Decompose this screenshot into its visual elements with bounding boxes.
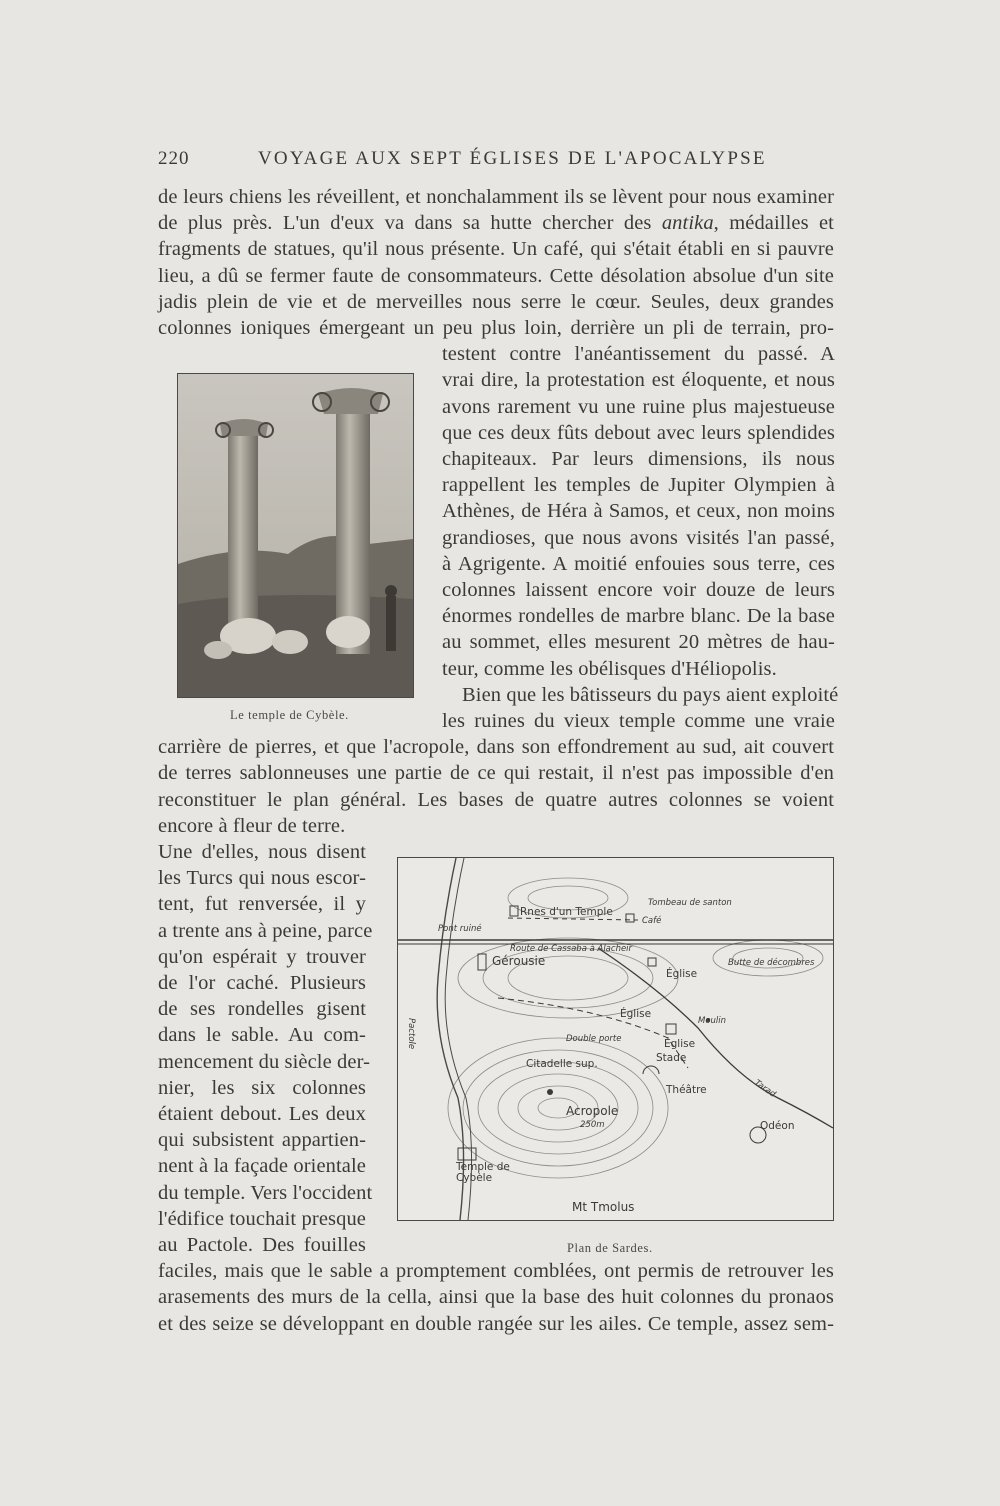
italic-word: antika — [661, 212, 714, 235]
text-line: de terres sablonneuses une partie de ce qui restait, il n'est pas impossible d'en — [158, 762, 834, 785]
map-label-tombeau: Tombeau de santon — [648, 898, 732, 908]
map-label-odeon: Odéon — [760, 1120, 795, 1132]
map-label-route: Route de Cassaba à Alacheir — [510, 944, 633, 954]
text-line: rappellent les temples de Jupiter Olympien à — [442, 474, 835, 497]
text-line: et des seize se développant en double rangée sur les ailes. Ce temple, assez sem- — [158, 1312, 834, 1335]
text-line: à Agrigente. A moitié enfouies sous terre, ces — [442, 552, 835, 575]
map-caption: Plan de Sardes. — [567, 1241, 653, 1255]
text-span: lieu, a dû se fermer faute de consommateurs. Cette désolation absolue d'un site — [158, 264, 834, 287]
text-line: tent, fut renversée, il y — [158, 893, 366, 916]
text-line: que ces deux fûts debout avec leurs splendides — [442, 421, 835, 444]
text-span: , médailles et — [713, 212, 834, 235]
text-line — [158, 210, 834, 236]
text-line: de ses rondelles gisent — [158, 998, 366, 1021]
text-line: mencement du siècle der- — [158, 1050, 371, 1073]
map-label-acropole: Acropole — [566, 1104, 619, 1118]
map-label-eglise-1: Église — [666, 968, 698, 980]
text-span: jadis plein de vie et de merveilles nous serre le cœur. Seules, deux grandes — [158, 290, 834, 313]
text-line: au sommet, elles mesurent 20 mètres de hau- — [442, 631, 835, 654]
text-line: Une d'elles, nous disent — [158, 841, 366, 863]
text-span: de plus près. L'un d'eux va dans sa hutte chercher des — [158, 212, 662, 235]
text-line: l'édifice touchait presque — [158, 1207, 366, 1230]
text-span: de leurs chiens les réveillent, et nonchalamment ils se lèvent pour nous examiner — [158, 186, 834, 208]
text-line — [158, 315, 834, 341]
text-line: qui subsistent appartien- — [158, 1129, 366, 1152]
text-line: reconstituer le plan général. Les bases de quatre autres colonnes se voient — [158, 788, 834, 811]
text-line: encore à fleur de terre. — [158, 814, 346, 837]
text-line: qu'on espérait y trouver — [158, 945, 366, 968]
text-line: les ruines du vieux temple comme une vraie — [442, 710, 835, 732]
map-label-temple-cybele: Temple de Cybèle — [456, 1161, 510, 1184]
text-line: de l'or caché. Plusieurs — [158, 972, 366, 994]
text-line: grandioses, que nous avons visités l'an passé, — [442, 526, 835, 549]
text-line: a trente ans à peine, parce — [158, 919, 373, 942]
text-line: testent contre l'anéantissement du passé. A — [442, 343, 835, 366]
text-line: Bien que les bâtisseurs du pays aient exploité — [462, 683, 839, 706]
text-line: au Pactole. Des fouilles — [158, 1234, 366, 1256]
map-label-eglise-3: Église — [664, 1038, 696, 1050]
text-line: carrière de pierres, et que l'acropole, dans son effondrement au sud, ait couvert — [158, 736, 834, 759]
map-label-pont: Pont ruiné — [438, 924, 482, 934]
text-line: Athènes, de Héra à Samos, et ceux, non moins — [442, 500, 835, 523]
map-label-pactole: Pactole — [406, 1018, 416, 1050]
text-line: nent à la façade orientale — [158, 1155, 366, 1178]
map-label-theatre: Théâtre — [666, 1084, 707, 1096]
text-line — [158, 289, 834, 315]
map-label-tarad: Tarad — [752, 1078, 778, 1100]
page-header — [158, 148, 834, 178]
sardis-map — [397, 857, 834, 1221]
map-label-stade: Stade — [656, 1052, 687, 1064]
text-line: nier, les six colonnes — [158, 1076, 366, 1099]
map-label-temple-ruins: Rnes d'un Temple — [520, 906, 613, 918]
text-line: les Turcs qui nous escor- — [158, 867, 366, 890]
map-label-altitude: 250m — [580, 1120, 605, 1130]
temple-photo — [177, 373, 414, 698]
text-line: dans le sable. Au com- — [158, 1024, 366, 1047]
text-line: faciles, mais que le sable a promptement comblées, ont permis de retrouver les — [158, 1260, 834, 1283]
map-label-butte: Butte de décombres — [728, 958, 815, 968]
running-title: VOYAGE AUX SEPT ÉGLISES DE L'APOCALYPSE — [258, 148, 767, 169]
text-span: colonnes ioniques émergeant un peu plus loin, derrière un pli de terrain, pro- — [158, 317, 834, 339]
map-label-gerousie: Gérousie — [492, 954, 546, 968]
photo-caption: Le temple de Cybèle. — [230, 708, 349, 722]
map-label-citadelle: Citadelle sup. — [526, 1058, 598, 1070]
text-line — [158, 236, 834, 262]
map-label-moulin: Moulin — [698, 1016, 727, 1026]
text-line: arasements des murs de la cella, ainsi que la base des huit colonnes du pronaos — [158, 1286, 834, 1309]
text-line: teur, comme les obélisques d'Héliopolis. — [442, 657, 777, 680]
text-line: étaient debout. Les deux — [158, 1103, 366, 1125]
text-line — [158, 263, 834, 289]
map-label-tmolus: Mt Tmolus — [572, 1200, 635, 1214]
text-line: chapiteaux. Par leurs dimensions, ils nous — [442, 448, 835, 470]
text-line: avons rarement vu une ruine plus majestueuse — [442, 395, 835, 418]
text-span: fragments de statues, qu'il nous présente. Un café, qui s'était établi en si pauvre — [158, 238, 834, 261]
map-label-eglise-2: Église — [620, 1008, 652, 1020]
text-line: énormes rondelles de marbre blanc. De la base — [442, 605, 835, 628]
text-line: du temple. Vers l'occident — [158, 1181, 373, 1204]
page-number: 220 — [158, 148, 190, 169]
map-label-cafe: Café — [642, 916, 662, 926]
text-line: vrai dire, la protestation est éloquente, et nous — [442, 369, 835, 392]
text-line — [158, 184, 834, 210]
map-label-double-porte: Double porte — [566, 1034, 622, 1044]
text-line: colonnes laissent encore voir douze de leurs — [442, 579, 835, 601]
